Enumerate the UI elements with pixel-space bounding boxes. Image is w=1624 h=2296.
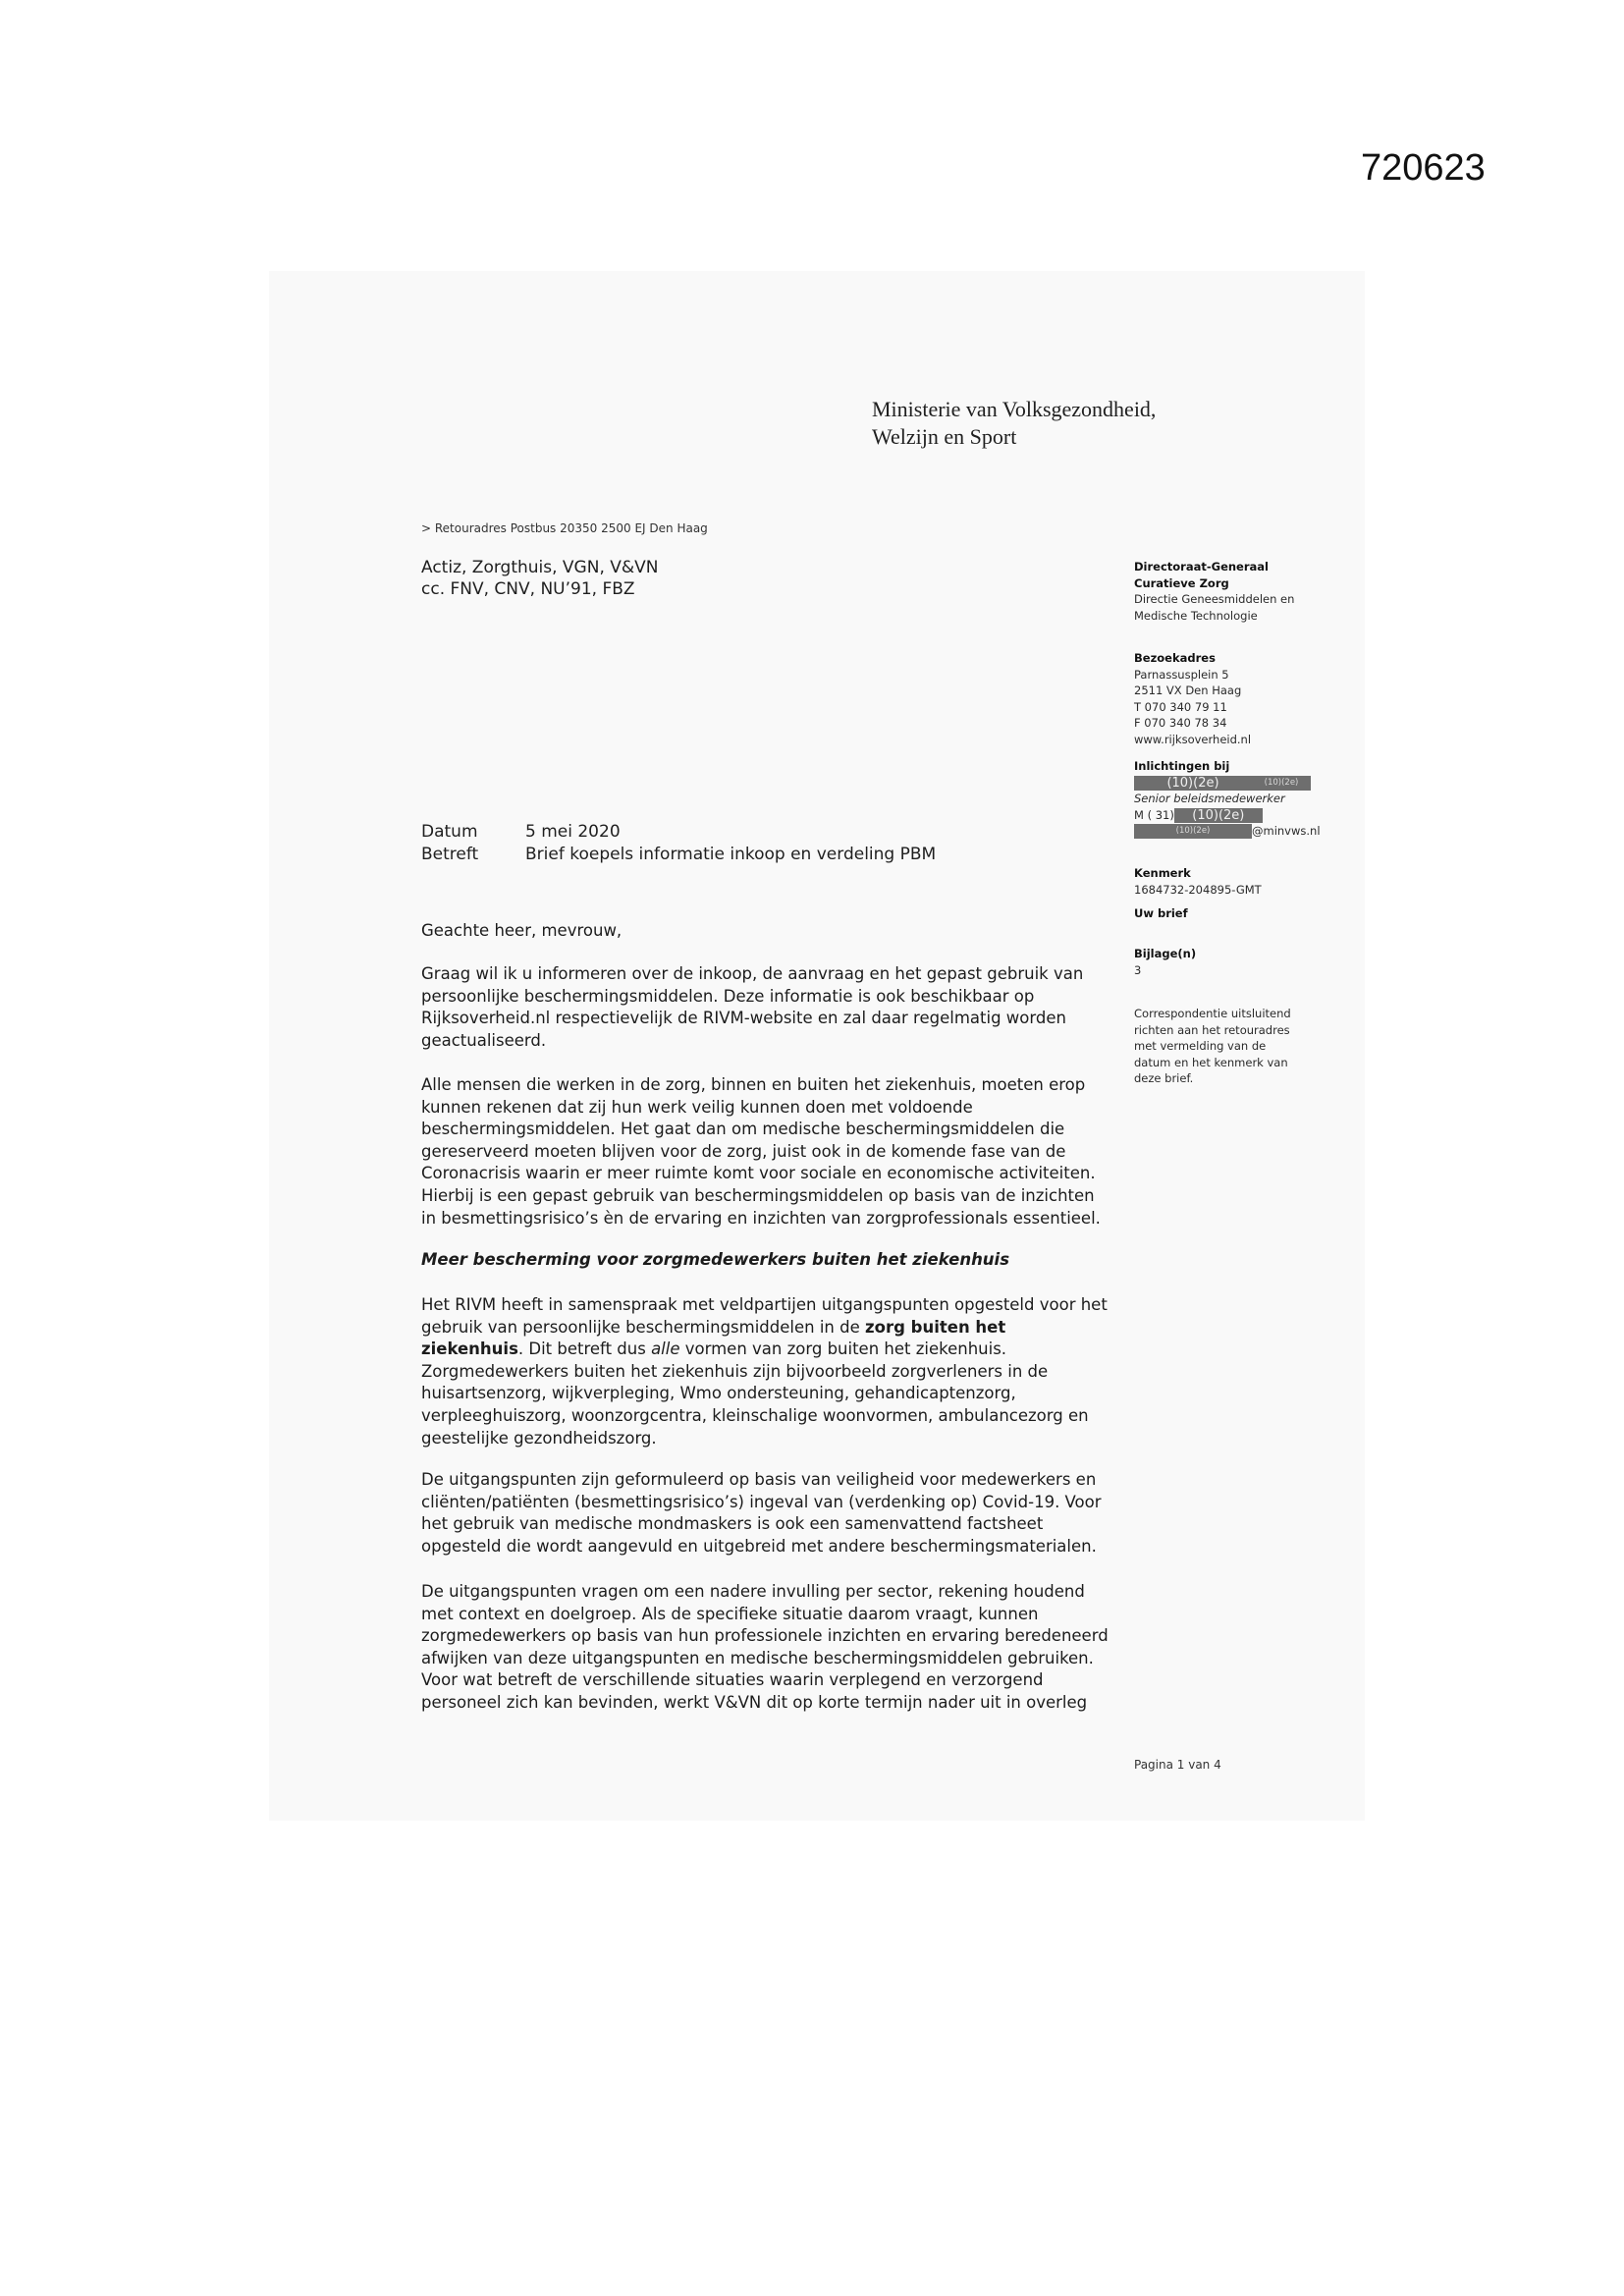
subject-label: Betreft xyxy=(421,845,479,864)
paragraph-rivm: Het RIVM heeft in samenspraak met veldpartijen uitgangspunten opgesteld voor het gebruik van persoonlijke beschermingsmiddelen in de zorg buiten het ziekenhuis. Dit betreft dus alle vormen van zorg buiten het ziekenhuis. Zorgmedewerkers buiten het ziekenhuis zijn bijvoorbeeld zorgverleners in de huisartsenzorg, wijkverpleging, Wmo ondersteuning, gehandicaptenzorg, verpleeghuiszorg, woonzorgcentra, kleinschalige woonvormen, ambulancezorg en geestelijke gezondheidszorg. xyxy=(421,1295,1108,1448)
return-address: > Retouradres Postbus 20350 2500 EJ Den Haag xyxy=(421,521,708,535)
salutation: Geachte heer, mevrouw, xyxy=(421,921,623,940)
page-number: Pagina 1 van 4 xyxy=(1134,1758,1221,1772)
redaction-block: (10)(2e) xyxy=(1252,776,1311,791)
date-value: 5 mei 2020 xyxy=(525,822,621,842)
ministry-logo-text xyxy=(872,396,1156,451)
recipients xyxy=(421,557,659,600)
ministry-name-line2: Welzijn en Sport xyxy=(872,424,1017,449)
document-number: 720623 xyxy=(1361,147,1486,189)
redaction-block: (10)(2e) xyxy=(1134,824,1252,839)
italic-word: alle xyxy=(651,1339,680,1359)
sidebar-contact: Inlichtingen bij (10)(2e) (10)(2e) Senior beleidsmedewerker M ( 31) (10)(2e) (10)(2e) @minvws.nl xyxy=(1134,759,1321,839)
ministry-name-line1: Ministerie van Volksgezondheid, xyxy=(872,397,1157,421)
sidebar-correspondence-note: Correspondentie uitsluitend richten aan het retouradres met vermelding van de datum en het kenmerk van deze brief. xyxy=(1134,1007,1291,1086)
sidebar-department: Directoraat-Generaal Curatieve Zorg Directie Geneesmiddelen en Medische Technologie xyxy=(1134,560,1295,623)
date-label: Datum xyxy=(421,822,478,842)
subject-row xyxy=(421,845,936,864)
recipient-line: cc. FNV, CNV, NU’91, FBZ xyxy=(421,579,635,599)
date-row xyxy=(421,822,621,842)
sidebar-reference: Kenmerk 1684732-204895-GMT xyxy=(1134,866,1262,897)
bold-phrase: zorg buiten het ziekenhuis xyxy=(421,1317,1006,1359)
sidebar-attachments: Bijlage(n) 3 xyxy=(1134,947,1197,977)
sidebar-visiting-address: Bezoekadres Parnassusplein 5 2511 VX Den Haag T 070 340 79 11 F 070 340 78 34 www.rijksoverheid.nl xyxy=(1134,651,1252,746)
section-heading: Meer bescherming voor zorgmedewerkers buiten het ziekenhuis xyxy=(421,1250,1010,1269)
sidebar-your-letter: Uw brief xyxy=(1134,906,1188,920)
paragraph-sector: De uitgangspunten vragen om een nadere invulling per sector, rekening houdend met context en doelgroep. Als de specifieke situatie daarom vraagt, kunnen zorgmedewerkers op basis van hun professionele inzichten en ervaring beredeneerd afwijken van deze uitgangspunten en medische beschermingsmiddelen gebruiken. Voor wat betreft de verschillende situaties waarin verplegend en verzorgend personeel zich kan bevinden, werkt V&VN dit op korte termijn nader uit in overleg xyxy=(421,1582,1109,1712)
paragraph-principles: De uitgangspunten zijn geformuleerd op basis van veiligheid voor medewerkers en cliënten/patiënten (besmettingsrisico’s) ingeval van (verdenking op) Covid-19. Voor het gebruik van medische mondmaskers is ook een samenvattend factsheet opgesteld die wordt aangevuld en uitgebreid met andere beschermingsmaterialen. xyxy=(421,1470,1102,1556)
redaction-block: (10)(2e) xyxy=(1174,808,1263,823)
recipient-line: Actiz, Zorgthuis, VGN, V&VN xyxy=(421,558,659,577)
paragraph-intro: Graag wil ik u informeren over de inkoop, de aanvraag en het gepast gebruik van persoonlijke beschermingsmiddelen. Deze informatie is ook beschikbaar op Rijksoverheid.nl respectievelijk de RIVM-website en zal daar regelmatig worden geactualiseerd. xyxy=(421,964,1084,1050)
paragraph-context: Alle mensen die werken in de zorg, binnen en buiten het ziekenhuis, moeten erop kunnen rekenen dat zij hun werk veilig kunnen doen met voldoende beschermingsmiddelen. Het gaat dan om medische beschermingsmiddelen die gereserveerd moeten blijven voor de zorg, juist ook in de komende fase van de Coronacrisis waarin er meer ruimte komt voor sociale en economische activiteiten. Hierbij is een gepast gebruik van beschermingsmiddelen op basis van de inzichten in besmettingsrisico’s èn de ervaring en inzichten van zorgprofessionals essentieel. xyxy=(421,1075,1101,1228)
subject-value: Brief koepels informatie inkoop en verdeling PBM xyxy=(525,845,937,864)
redaction-block: (10)(2e) xyxy=(1134,776,1252,791)
